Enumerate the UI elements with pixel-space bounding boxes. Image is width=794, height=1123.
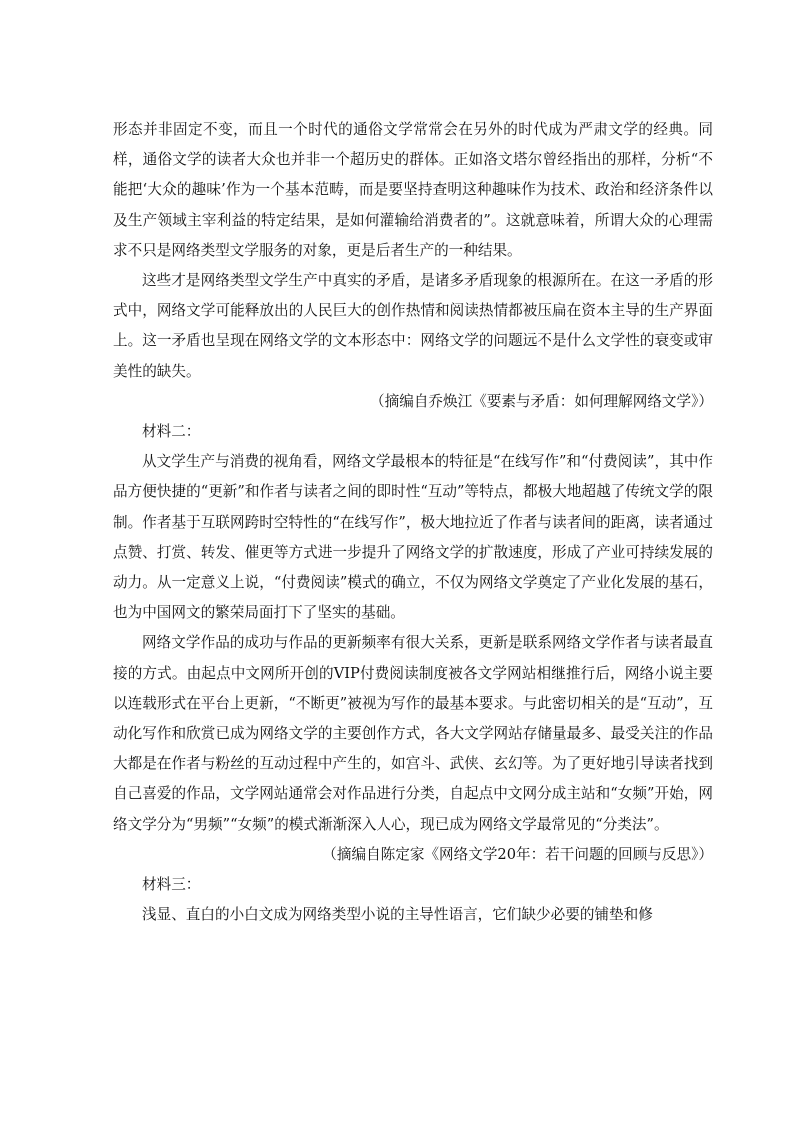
paragraph-2: 这些才是网络类型文学生产中真实的矛盾，是诸多矛盾现象的根源所在。在这一矛盾的形式中，网络文学可能释放出的人民巨大的创作热情和阅读热情都被压扁在资本主导的生产界面上。这一矛盾也呈现在网络文学的文本形态中：网络文学的问题远不是什么文学性的衰变或审美性的缺失。: [113, 272, 713, 380]
paragraph-1: 形态并非固定不变，而且一个时代的通俗文学常常会在另外的时代成为严肃文学的经典。同样，通俗文学的读者大众也并非一个超历史的群体。正如洛文塔尔曾经指出的那样，分析“不能把‘大众的趣味’作为一个基本范畴，而是要坚持查明这种趣味作为技术、政治和经济条件以及生产领域主宰利益的特定结果，是如何灌输给消费者的”。这就意味着，所谓大众的心理需求不只是网络类型文学服务的对象，更是后者生产的一种结果。: [113, 121, 713, 259]
paragraph-5: 浅显、直白的小白文成为网络类型小说的主导性语言，它们缺少必要的铺垫和修: [142, 906, 653, 924]
paragraph-3: 从文学生产与消费的视角看，网络文学最根本的特征是“在线写作”和“付费阅读”，其中作品方便快捷的“更新”和作者与读者之间的即时性“互动”等特点，都极大地超越了传统文学的限制。作者基于互联网跨时空特性的“在线写作”，极大地拉近了作者与读者间的距离，读者通过点赞、打赏、转发、催更等方式进一步提升了网络文学的扩散速度，形成了产业可持续发展的动力。从一定意义上说，“付费阅读”模式的确立，不仅为网络文学奠定了产业化发展的基石，也为中国网文的繁荣局面打下了坚实的基础。: [113, 453, 713, 622]
source-citation-2: （摘编自陈定家《网络文学20年：若干问题的回顾与反思》）: [322, 845, 713, 863]
paragraph-4: 网络文学作品的成功与作品的更新频率有很大关系，更新是联系网络文学作者与读者最直接的方式。由起点中文网所开创的VIP付费阅读制度被各文学网站相继推行后，网络小说主要以连载形式在平台上更新，“不断更”被视为写作的最基本要求。与此密切相关的是“互动”，互动化写作和欣赏已成为网络文学的主要创作方式，各大文学网站存储量最多、最受关注的作品大都是在作者与粉丝的互动过程中产生的，如宫斗、武侠、玄幻等。为了更好地引导读者找到自己喜爱的作品，文学网站通常会对作品进行分类，自起点中文网分成主站和“女频”开始，网络文学分为“男频”“女频”的模式渐渐深入人心，现已成为网络文学最常见的“分类法”。: [113, 634, 713, 833]
source-citation-1: （摘编自乔焕江《要素与矛盾：如何理解网络文学》）: [370, 392, 713, 410]
section-heading-material-2: 材料二：: [142, 423, 201, 441]
section-heading-material-3: 材料三：: [142, 876, 201, 894]
document-body: [113, 115, 713, 930]
